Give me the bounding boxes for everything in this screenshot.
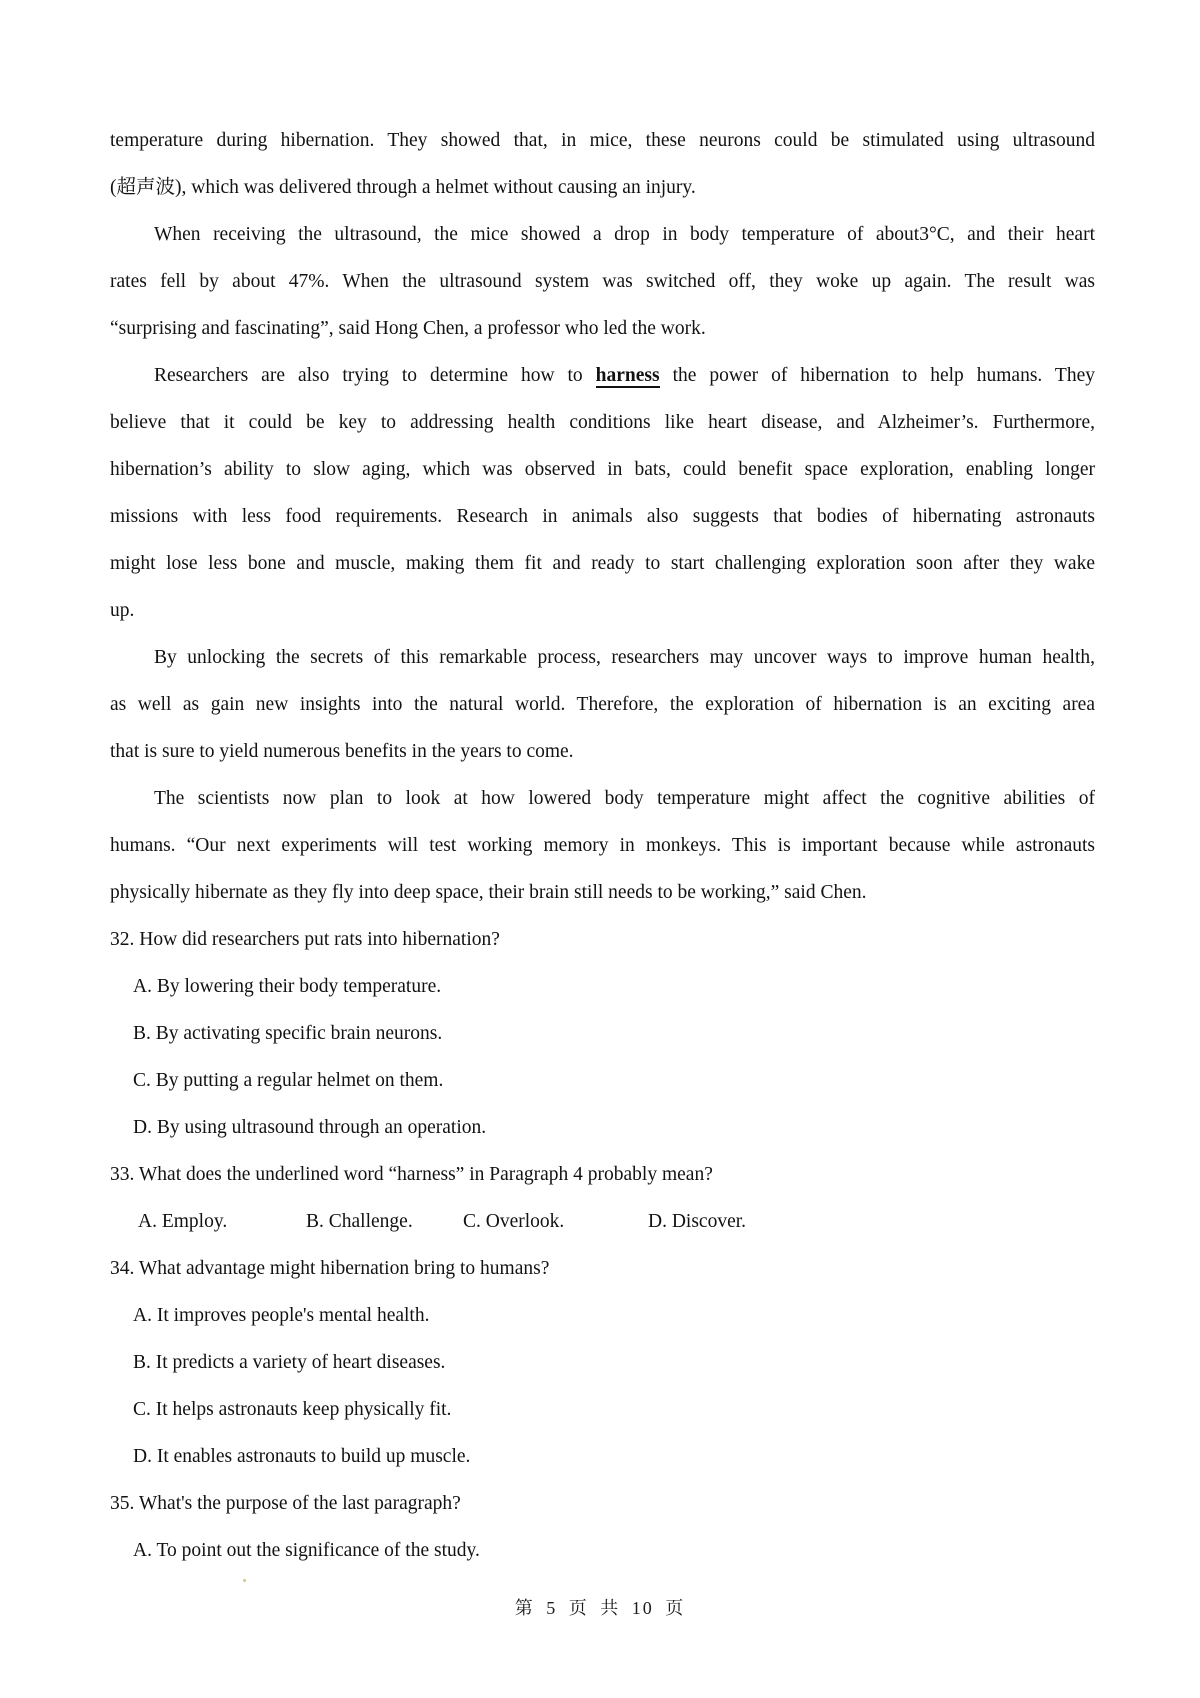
passage-line: When receiving the ultrasound, the mice showed a drop in body temperature of about3°C, and their heart (154, 224, 1095, 245)
question-32-option-c: C. By putting a regular helmet on them. (133, 1070, 444, 1091)
question-35-option-a: A. To point out the significance of the study. (133, 1540, 480, 1561)
question-34-option-d: D. It enables astronauts to build up muscle. (133, 1446, 471, 1467)
passage-line: that is sure to yield numerous benefits in the years to come. (110, 741, 574, 762)
question-34-option-c: C. It helps astronauts keep physically fit. (133, 1399, 452, 1420)
question-33-options-row (110, 1198, 1095, 1245)
passage-line-with-keyword (110, 352, 1095, 399)
passage-line: might lose less bone and muscle, making them fit and ready to start challenging exploration soon after they wake (110, 553, 1095, 574)
passage-line: rates fell by about 47%. When the ultrasound system was switched off, they woke up again. The result was (110, 271, 1095, 292)
page-number-footer: 第 5 页 共 10 页 (514, 1598, 686, 1618)
question-33: 33. What does the underlined word “harness” in Paragraph 4 probably mean? (110, 1164, 713, 1185)
question-34-option-a: A. It improves people's mental health. (133, 1305, 430, 1326)
passage-line: physically hibernate as they fly into deep space, their brain still needs to be working,” said Chen. (110, 882, 867, 903)
passage-line: up. (110, 600, 135, 621)
passage-line: (超声波), which was delivered through a helmet without causing an injury. (110, 177, 696, 198)
reading-passage-and-questions (110, 117, 1095, 1574)
passage-line: humans. “Our next experiments will test working memory in monkeys. This is important because while astronauts (110, 835, 1095, 856)
scan-artifact-dot (243, 1579, 246, 1582)
question-32: 32. How did researchers put rats into hibernation? (110, 929, 500, 950)
question-33-option-d: D. Discover. (648, 1211, 747, 1232)
question-35: 35. What's the purpose of the last paragraph? (110, 1493, 461, 1514)
question-33-option-c: C. Overlook. (463, 1211, 565, 1232)
question-33-option-b: B. Challenge. (306, 1211, 413, 1232)
passage-line: By unlocking the secrets of this remarkable process, researchers may uncover ways to improve human health, (154, 647, 1095, 668)
passage-line: “surprising and fascinating”, said Hong Chen, a professor who led the work. (110, 318, 706, 339)
passage-line: temperature during hibernation. They showed that, in mice, these neurons could be stimulated using ultrasound (110, 130, 1095, 151)
passage-line: missions with less food requirements. Research in animals also suggests that bodies of hibernating astronauts (110, 506, 1095, 527)
question-32-option-a: A. By lowering their body temperature. (133, 976, 442, 997)
question-34-option-b: B. It predicts a variety of heart diseases. (133, 1352, 446, 1373)
keyword-pre-text: Researchers are also trying to determine how to (154, 365, 596, 386)
question-33-option-a: A. Employ. (138, 1211, 228, 1232)
question-32-option-b: B. By activating specific brain neurons. (133, 1023, 443, 1044)
question-32-option-d: D. By using ultrasound through an operation. (133, 1117, 487, 1138)
passage-line: The scientists now plan to look at how lowered body temperature might affect the cognitive abilities of (154, 788, 1095, 809)
keyword-post-text: the power of hibernation to help humans. They (659, 365, 1095, 386)
question-34: 34. What advantage might hibernation bring to humans? (110, 1258, 550, 1279)
passage-line: as well as gain new insights into the natural world. Therefore, the exploration of hibernation is an exciting area (110, 694, 1095, 715)
passage-line: believe that it could be key to addressing health conditions like heart disease, and Alzheimer’s. Furthermore, (110, 412, 1095, 433)
underlined-keyword-harness: harness (595, 365, 660, 386)
passage-line: hibernation’s ability to slow aging, which was observed in bats, could benefit space exploration, enabling longer (110, 459, 1095, 480)
